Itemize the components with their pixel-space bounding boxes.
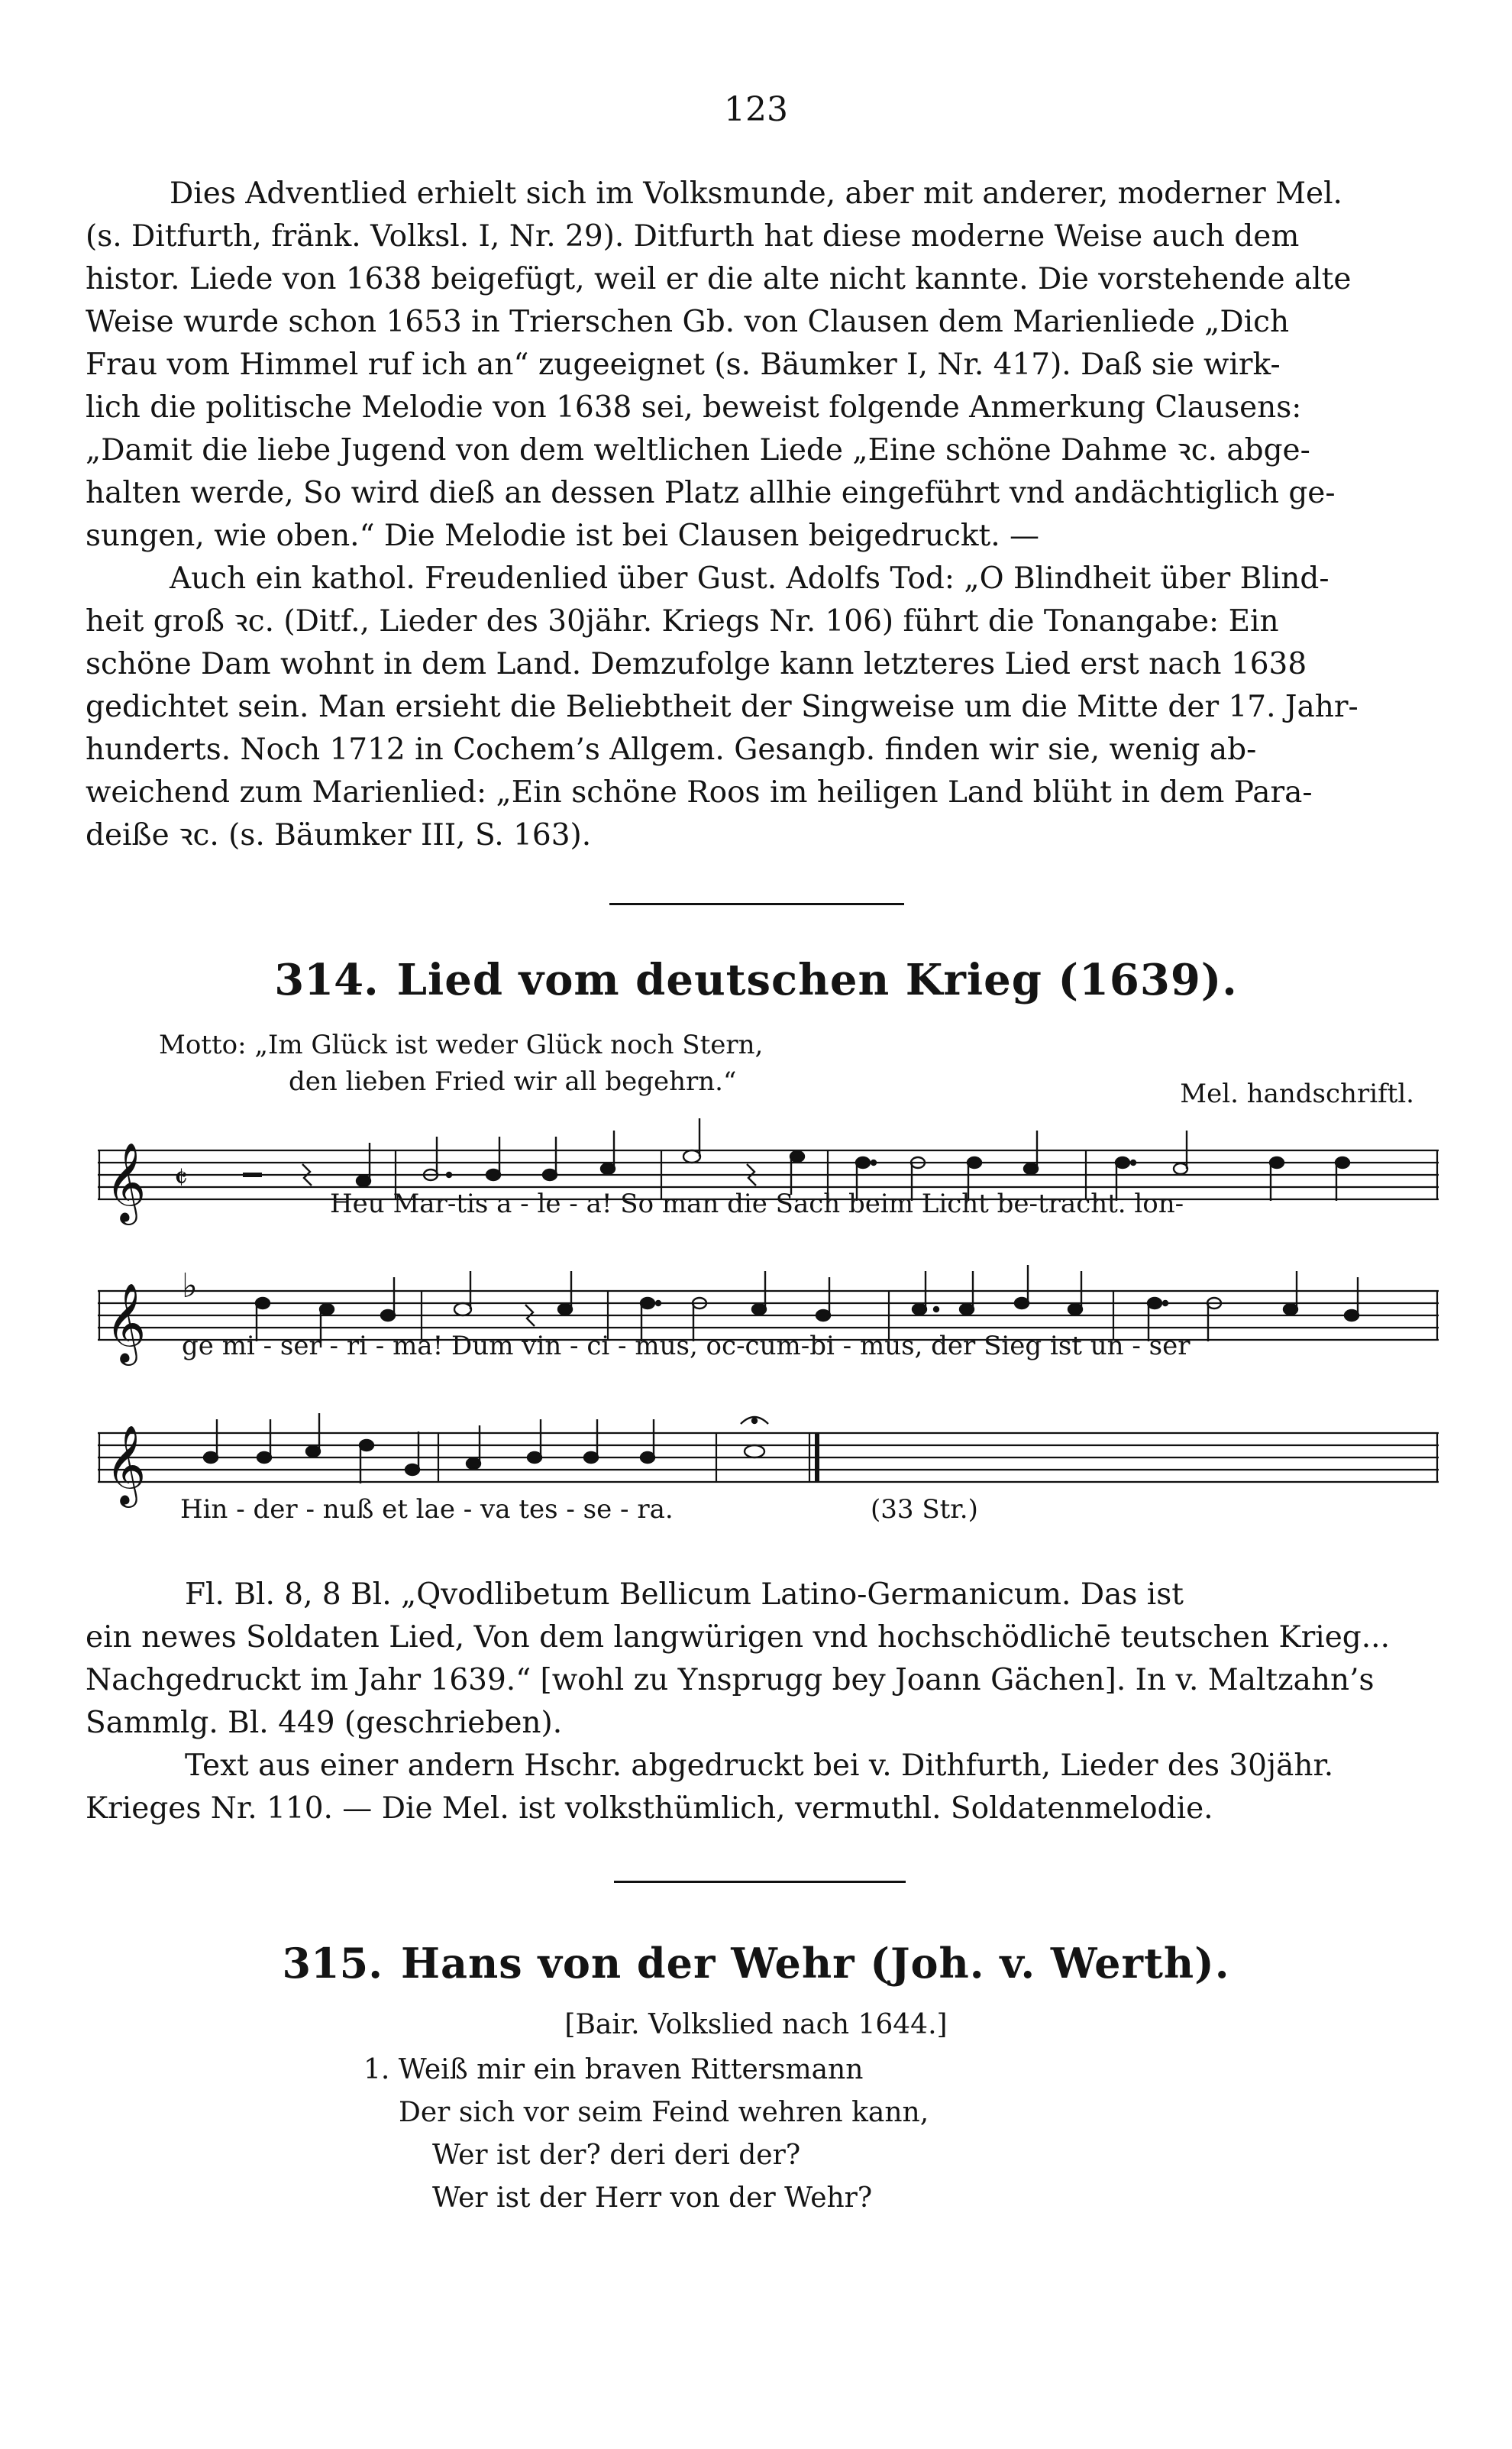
text-line: heit groß ꝛc. (Ditf., Lieder des 30jähr. Kriegs Nr. 106) führt die Tonangabe: Ein — [86, 604, 1279, 639]
intro-paragraph-2 — [86, 558, 1439, 857]
text-line: histor. Liede von 1638 beigefügt, weil er die alte nicht kannte. Die vorstehende alte — [86, 262, 1352, 296]
motto-line: den lieben Fried wir all begehrn.“ — [289, 1066, 737, 1097]
svg-text:𝄵: 𝄵 — [174, 1161, 188, 1196]
text-line: Sammlg. Bl. 449 (geschrieben). — [86, 1706, 563, 1740]
section-divider — [609, 903, 904, 905]
melody-source: Mel. handschriftl. — [1180, 1079, 1414, 1109]
strophe-count: (33 Str.) — [871, 1494, 978, 1525]
text-line: Krieges Nr. 110. — Die Mel. ist volksthümlich, vermuthl. Soldatenmelodie. — [86, 1791, 1213, 1826]
text-line: lich die politische Melodie von 1638 sei, beweist folgende Anmerkung Clausens: — [86, 390, 1302, 425]
text-line: Weise wurde schon 1653 in Trierschen Gb. von Clausen dem Marienliede „Dich — [86, 305, 1290, 339]
text-line: Dies Adventlied erhielt sich im Volksmunde, aber mit anderer, moderner Mel. — [170, 176, 1342, 211]
verse-line: Wer ist der Herr von der Wehr? — [432, 2182, 873, 2214]
svg-text:♭: ♭ — [182, 1267, 198, 1305]
lyrics-line-3: Hin - der - nuß et lae - va tes - se - ra. — [180, 1494, 674, 1525]
text-line: halten werde, So wird dieß an dessen Platz allhie eingeführt vnd andächtiglich ge- — [86, 476, 1336, 510]
motto — [159, 1027, 763, 1100]
song-number: 315. — [282, 1939, 383, 1988]
svg-text:𝄞: 𝄞 — [105, 1283, 147, 1363]
text-line: Frau vom Himmel ruf ich an“ zugeeignet (s. Bäumker I, Nr. 417). Daß sie wirk- — [86, 348, 1281, 382]
text-line: Auch ein kathol. Freudenlied über Gust. Adolfs Tod: „O Blindheit über Blind- — [170, 561, 1329, 596]
lyrics-line-2: ge mi - ser - ri - ma! Dum vin - ci - mus, oc-cum-bi - mus, der Sieg ist un - ser — [182, 1331, 1191, 1361]
lyrics-line-1: Heu Mar-tis a - le - a! So man die Sach beim Licht be-tracht. lon- — [330, 1189, 1184, 1219]
verse-line: Wer ist der? deri deri der? — [432, 2140, 801, 2171]
intro-paragraph-1 — [86, 173, 1439, 558]
song-number: 314. — [274, 955, 379, 1005]
song-315-verse — [363, 2049, 929, 2220]
text-line: (s. Ditfurth, fränk. Volksl. I, Nr. 29). Ditfurth hat diese moderne Weise auch dem — [86, 219, 1300, 254]
text-line: Fl. Bl. 8, 8 Bl. „Qvodlibetum Bellicum Latino-Germanicum. Das ist — [185, 1577, 1184, 1612]
text-line: schöne Dam wohnt in dem Land. Demzufolge kann letzteres Lied erst nach 1638 — [86, 647, 1307, 681]
verse-line: 1. Weiß mir ein braven Rittersmann — [363, 2054, 864, 2085]
song-315-heading — [0, 1939, 1512, 1988]
text-line: gedichtet sein. Man ersieht die Beliebtheit der Singweise um die Mitte der 17. Jahr- — [86, 690, 1359, 724]
text-line: Text aus einer andern Hschr. abgedruckt bei v. Dithfurth, Lieder des 30jähr. — [185, 1749, 1334, 1783]
text-line: deiße ꝛc. (s. Bäumker III, S. 163). — [86, 818, 592, 852]
svg-text:𝄞: 𝄞 — [105, 1425, 147, 1505]
song-315-subtitle: [Bair. Volkslied nach 1644.] — [564, 2009, 948, 2040]
text-line: „Damit die liebe Jugend von dem weltlichen Liede „Eine schöne Dahme ꝛc. abge- — [86, 433, 1310, 467]
song-314-source-notes — [86, 1574, 1439, 1745]
text-line: Nachgedruckt im Jahr 1639.“ [wohl zu Ynsprugg bey Joann Gächen]. In v. Maltzahn’s — [86, 1663, 1375, 1697]
motto-line: Motto: „Im Glück ist weder Glück noch Stern, — [159, 1030, 764, 1060]
text-line: ein newes Soldaten Lied, Von dem langwürigen vnd hochschödlichē teutschen Krieg... — [86, 1620, 1390, 1655]
song-title: Lied vom deutschen Krieg (1639). — [396, 955, 1238, 1005]
text-line: hunderts. Noch 1712 in Cochem’s Allgem. Gesangb. finden wir sie, wenig ab- — [86, 733, 1257, 767]
music-staff-3 — [98, 1395, 1439, 1509]
svg-text:𝄞: 𝄞 — [105, 1142, 147, 1222]
section-divider — [614, 1881, 906, 1883]
text-line: sungen, wie oben.“ Die Melodie ist bei Clausen beigedruckt. — — [86, 519, 1040, 553]
song-title: Hans von der Wehr (Joh. v. Werth). — [401, 1939, 1230, 1988]
song-314-heading — [0, 955, 1512, 1005]
verse-line: Der sich vor seim Feind wehren kann, — [399, 2097, 929, 2128]
page-number: 123 — [724, 90, 788, 129]
song-314-text-notes — [86, 1745, 1439, 1830]
text-line: weichend zum Marienlied: „Ein schöne Roos im heiligen Land blüht in dem Para- — [86, 775, 1313, 810]
